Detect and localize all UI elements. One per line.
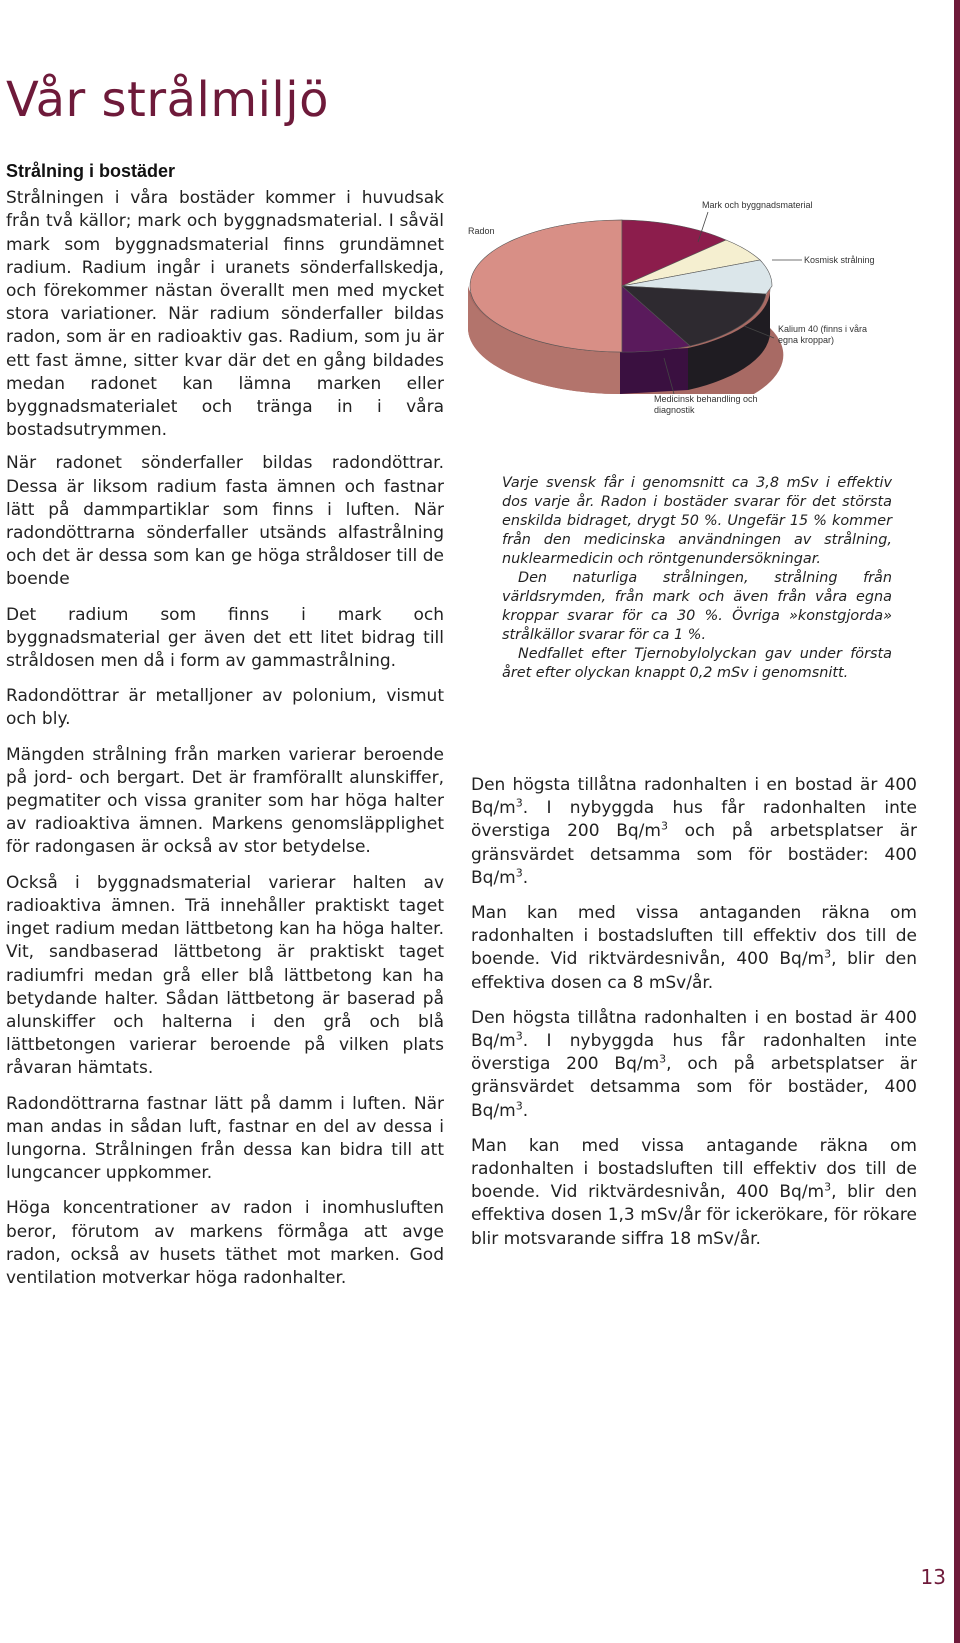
paragraph: Också i byggnadsmaterial varierar halten av radioaktiva ämnen. Trä innehåller praktiskt taget inget radium medan lättbetong kan ha höga halter. Vit, sandbaserad lättbetong är praktiskt taget radiumfri medan grå eller blå lättbetong kan ha betydande halter. Sådan lättbetong är baserad på alunskiffer och halterna i den grå och blå lättbetongen varierar beroende på vilken plats råvaran hämtats. [6, 872, 444, 1079]
text: Den högsta tillåtna radonhalten i en bostad är 400 Bq/m [471, 775, 917, 819]
text: . I nybyggda hus får radonhalten inte överstiga 200 Bq/m [471, 798, 917, 842]
page-edge-bar [954, 0, 960, 1643]
pie-illustration [464, 198, 916, 448]
label-medicinsk: Medicinsk behandling och diagnostik [654, 394, 758, 415]
text: . I nybyggda hus får radonhalten inte överstiga 200 Bq/m [471, 1031, 917, 1075]
caption-paragraph: Den naturliga strålningen, strålning från världsrymden, från mark och även från våra egna kroppar svarar för ca 30 %. Övriga »konstgjorda» strålkällor svarar för ca 1 %. [502, 570, 892, 643]
text: . [522, 1100, 529, 1121]
paragraph: Det radium som finns i mark och byggnadsmaterial ger även det ett litet bidrag till stråldosen men då i form av gammastrålning. [6, 604, 444, 672]
label-kalium: Kalium 40 (finns i våra egna kroppar) [778, 324, 868, 345]
superscript: 3 [515, 796, 523, 810]
text: , blir den effektiva dosen ca 8 mSv/år. [471, 949, 917, 993]
caption-paragraph: Varje svensk får i genomsnitt ca 3,8 mSv i effektiv dos varje år. Radon i bostäder svarar för det största enskilda bidraget, drygt 50 %. Ungefär 15 % kommer från den medicinska användningen av strålning, nuklearmedicin och röntgenundersökningar. [502, 475, 892, 567]
superscript: 3 [515, 866, 523, 880]
paragraph: Strålningen i våra bostäder kommer i huvudsak från två källor; mark och byggnadsmaterial. I såväl mark som byggnadsmaterial finns grundämnet radium. Radium ingår i uranets sönderfallskedja, och förekommer nästan överallt men med mycket stora variationer. När radium sönderfaller bildas radon, som är en radioaktiv gas. Radium, som ju är ett fast ämne, sitter kvar där det en gång bildades medan radonet kan lämna marken eller byggnadsmaterialet och tränga in i våra bostadsutrymmen. [6, 188, 444, 441]
right-column [471, 774, 917, 1263]
superscript: 3 [659, 1052, 667, 1066]
page-title: Vår strålmiljö [6, 72, 329, 128]
superscript: 3 [824, 1180, 832, 1194]
text: Den högsta tillåtna radonhalten i en bostad är 400 Bq/m [471, 1007, 917, 1052]
paragraph: Radondöttrar är metalljoner av polonium, vismut och bly. [6, 686, 444, 730]
figure-caption [502, 474, 892, 683]
paragraph [471, 902, 917, 995]
superscript: 3 [515, 1029, 523, 1043]
paragraph: Mängden strålning från marken varierar beroende på jord- och bergart. Det är framförallt alunskiffer, pegmatiter och vissa graniter som har höga halter av radioaktiva ämnen. Markens genomsläpplighet för radongasen är också av stor betydelse. [6, 744, 444, 858]
text: Man kan med vissa antaganden räkna om radonhalten i bostadsluften till effektiv dos till de boende. Vid riktvärdesnivån, 400 Bq/m [471, 903, 917, 970]
paragraph: När radonet sönderfaller bildas radondöttrar. Dessa är liksom radium fasta ämnen och fastnar lätt på dammpartiklar som finns i luften. När radondöttrarna sönderfaller utsänds alfastrålning och det är dessa som kan ge höga stråldoser till de boende [6, 453, 444, 590]
text: Man kan med vissa antagande räkna om radonhalten i bostadsluften till effektiv dos till de boende. Vid riktvärdesnivån, 400 Bq/m [471, 1135, 917, 1203]
superscript: 3 [660, 819, 668, 833]
label-kalium-box [778, 324, 888, 360]
left-column [6, 160, 444, 1302]
paragraph [471, 774, 917, 890]
text: , blir den effektiva dosen 1,3 mSv/år för ickerökare, för rökare blir motsvarande siffra 18 mSv/år. [471, 1182, 917, 1249]
section-heading: Strålning i bostäder [6, 161, 176, 181]
text: , och på arbetsplatser är gränsvärdet detsamma som för bostäder, 400 Bq/m [471, 1054, 917, 1121]
superscript: 3 [824, 947, 832, 961]
pie-side-medical [620, 348, 688, 394]
text: och på arbetsplatser är gränsvärdet detsamma som för bostäder: 400 Bq/m [471, 821, 917, 888]
page-number: 13 [920, 1565, 946, 1589]
paragraph: Radondöttrarna fastnar lätt på damm i luften. När man andas in sådan luft, fastnar en del av dessa i lungorna. Strålningen från dessa kan bidra till att lungcancer uppkommer. [6, 1093, 444, 1184]
dose-pie-figure [464, 198, 916, 448]
label-medicinsk-box [654, 394, 794, 424]
paragraph [471, 1135, 917, 1251]
paragraph [471, 1007, 917, 1123]
label-kosmisk: Kosmisk strålning [804, 255, 875, 265]
text: . [522, 867, 529, 888]
superscript: 3 [515, 1098, 523, 1112]
paragraph: Höga koncentrationer av radon i inomhusluften beror, förutom av markens förmåga att avge radon, också av husets täthet mot marken. God ventilation motverkar höga radonhalter. [6, 1198, 444, 1288]
label-mark-box [702, 200, 822, 226]
label-radon: Radon [468, 226, 495, 236]
caption-paragraph: Nedfallet efter Tjernobylolyckan gav under första året efter olyckan knappt 0,2 mSv i genomsnitt. [502, 646, 892, 681]
label-mark: Mark och byggnadsmaterial [702, 200, 813, 210]
